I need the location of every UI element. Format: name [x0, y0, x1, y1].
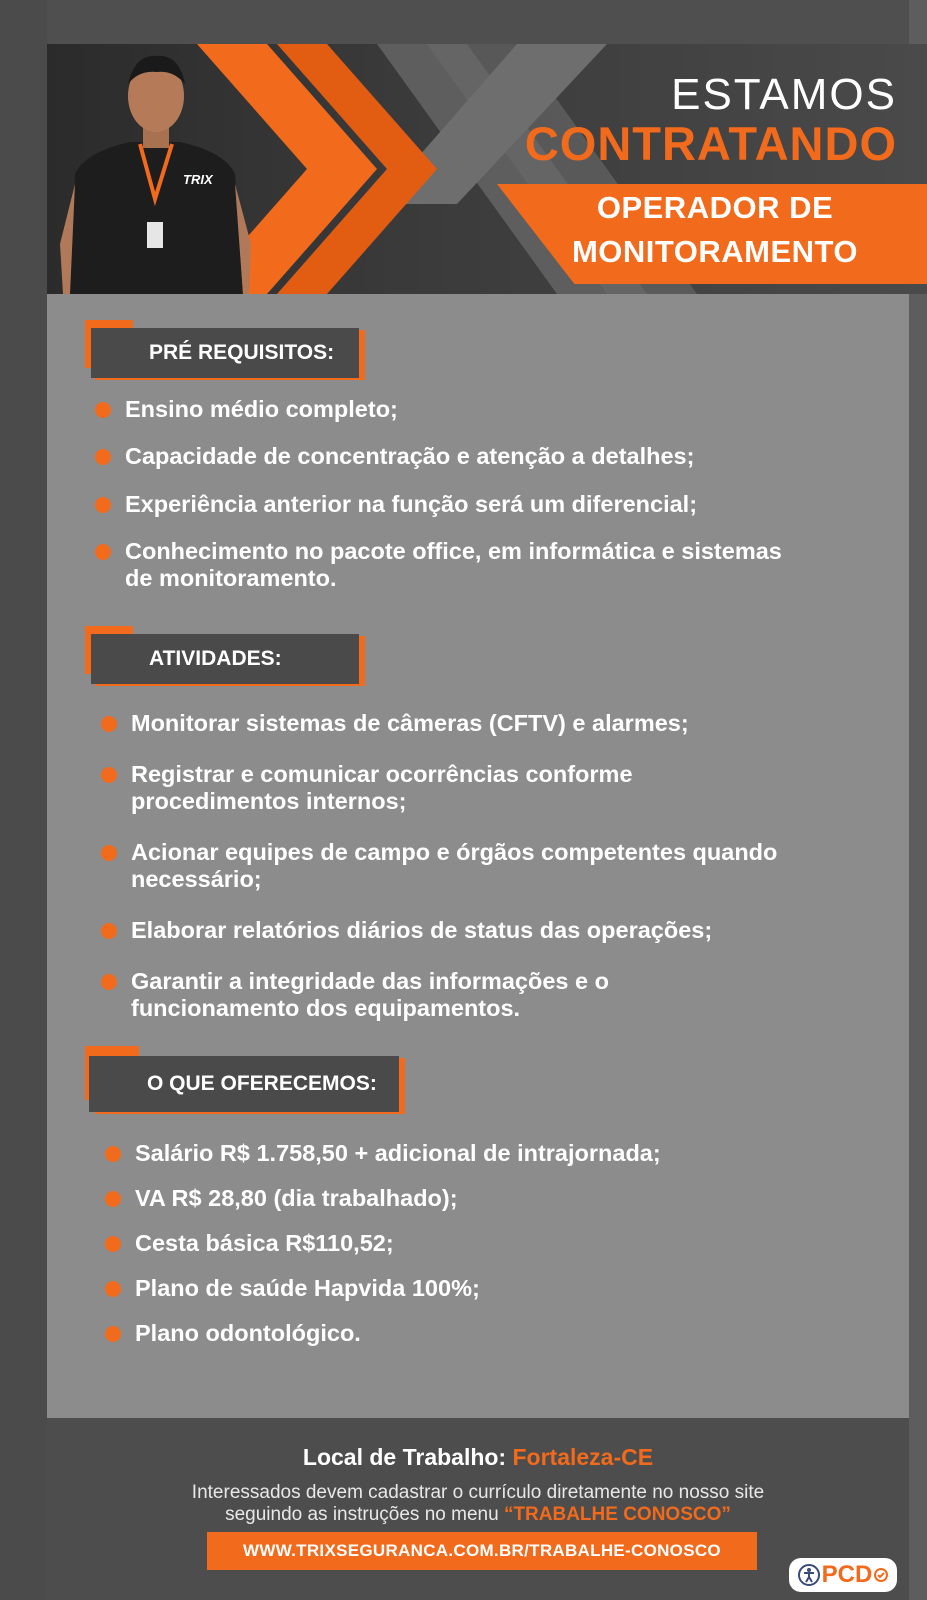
- section-title-atividades: ATIVIDADES:: [91, 634, 359, 684]
- list-item: Plano de saúde Hapvida 100%;: [105, 1275, 895, 1302]
- section-title-requisitos: PRÉ REQUISITOS:: [91, 328, 359, 378]
- job-title-line2: MONITORAMENTO: [571, 234, 859, 269]
- bullet-icon: [105, 1191, 121, 1207]
- pcd-label: PCD: [821, 1561, 873, 1588]
- title-estamos: ESTAMOS: [671, 70, 897, 119]
- background-top: [0, 0, 927, 44]
- list-item: Experiência anterior na função será um diferencial;: [95, 491, 885, 518]
- background-left: [0, 0, 47, 1600]
- bullet-icon: [95, 402, 111, 418]
- bullet-icon: [105, 1146, 121, 1162]
- footer: [47, 1418, 909, 1600]
- list-item: VA R$ 28,80 (dia trabalhado);: [105, 1185, 895, 1212]
- menu-reference: “TRABALHE CONOSCO”: [503, 1504, 731, 1525]
- list-item: Salário R$ 1.758,50 + adicional de intrajornada;: [105, 1140, 895, 1167]
- bullet-icon: [101, 767, 117, 783]
- bullet-icon: [101, 716, 117, 732]
- list-item: Capacidade de concentração e atenção a detalhes;: [95, 443, 885, 470]
- list-item: Ensino médio completo;: [95, 396, 885, 423]
- header-banner: [47, 44, 927, 294]
- bullet-icon: [95, 449, 111, 465]
- list-item: Acionar equipes de campo e órgãos competentes quando necessário;: [101, 839, 821, 893]
- job-title: [545, 186, 885, 274]
- bullet-icon: [105, 1236, 121, 1252]
- check-icon: [874, 1568, 888, 1582]
- bullet-icon: [95, 544, 111, 560]
- list-item: Cesta básica R$110,52;: [105, 1230, 895, 1257]
- career-site-link[interactable]: WWW.TRIXSEGURANCA.COM.BR/TRABALHE-CONOSCO: [207, 1532, 757, 1570]
- list-oferecemos: [105, 1140, 895, 1347]
- list-item: Plano odontológico.: [105, 1320, 895, 1347]
- job-title-line1: OPERADOR DE: [596, 190, 834, 225]
- list-item: Monitorar sistemas de câmeras (CFTV) e alarmes;: [101, 710, 891, 737]
- apply-instructions-line2: seguindo as instruções no menu “TRABALHE CONOSCO”: [225, 1504, 731, 1525]
- bullet-icon: [105, 1326, 121, 1342]
- accessibility-icon: [798, 1564, 820, 1586]
- trix-logo-text: TRIX: [183, 172, 213, 187]
- bullet-icon: [101, 845, 117, 861]
- apply-instructions: [47, 1482, 909, 1526]
- bullet-icon: [101, 923, 117, 939]
- content-panel: [47, 294, 909, 1418]
- list-item: Elaborar relatórios diários de status das operações;: [101, 917, 891, 944]
- bullet-icon: [105, 1281, 121, 1297]
- section-title-oferecemos: O QUE OFERECEMOS:: [89, 1056, 399, 1112]
- apply-instructions-line1: Interessados devem cadastrar o currículo diretamente no nosso site: [191, 1482, 765, 1503]
- bullet-icon: [101, 974, 117, 990]
- title-contratando: CONTRATANDO: [524, 117, 897, 170]
- work-location-label: Local de Trabalho:: [302, 1444, 507, 1470]
- work-location: [47, 1444, 909, 1471]
- pcd-badge: [789, 1558, 897, 1592]
- list-item: Conhecimento no pacote office, em informática e sistemas de monitoramento.: [95, 538, 805, 592]
- work-location-city: Fortaleza-CE: [512, 1444, 654, 1470]
- list-item: Garantir a integridade das informações e o funcionamento dos equipamentos.: [101, 968, 731, 1022]
- person-photo: [55, 44, 255, 294]
- list-item: Registrar e comunicar ocorrências conforme procedimentos internos;: [101, 761, 771, 815]
- list-requisitos: [95, 396, 885, 592]
- list-atividades: [101, 710, 891, 1022]
- bullet-icon: [95, 497, 111, 513]
